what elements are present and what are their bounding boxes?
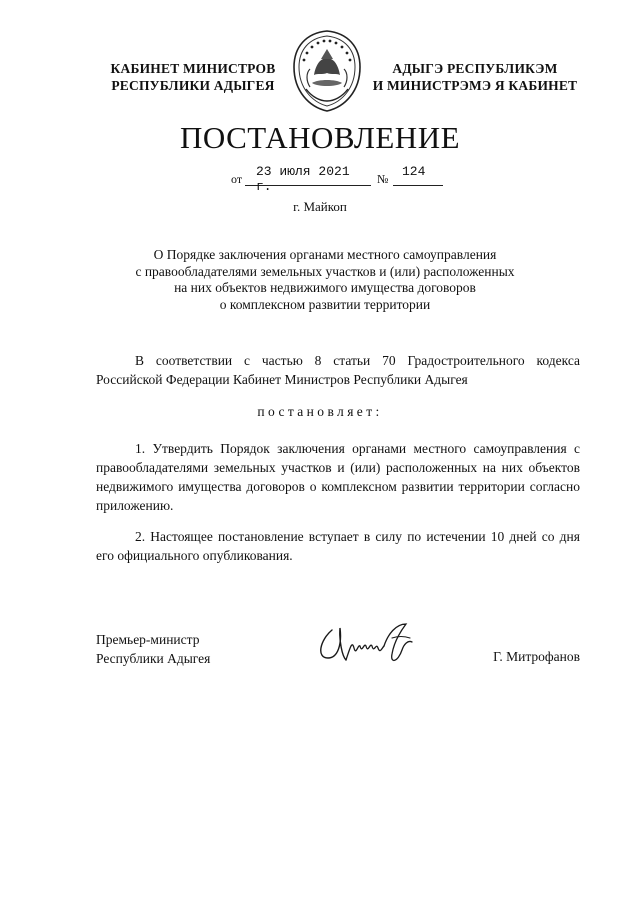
subject-line: на них объектов недвижимого имущества договоров: [174, 280, 476, 295]
item-paragraph-1: 1. Утвердить Порядок заключения органами местного самоуправления с правообладателями земельных участков и (или) расположенных на них объектов недвижимого имущества договоров о комплексном развитии территории согласно приложению.: [96, 441, 580, 513]
signatory-name: Г. Митрофанов: [493, 649, 580, 664]
handwritten-signature: [312, 618, 422, 670]
header-left-line2: РЕСПУБЛИКИ АДЫГЕЯ: [111, 78, 275, 93]
header-right: [370, 60, 580, 94]
header-right-line2: И МИНИСТРЭМЭ Я КАБИНЕТ: [372, 78, 578, 93]
header-right-line1: АДЫГЭ РЕСПУБЛИКЭМ: [392, 61, 558, 76]
resolves-heading: постановляет:: [257, 404, 383, 419]
document-title: ПОСТАНОВЛЕНИЕ: [179, 120, 461, 155]
subject-line: о комплексном развитии территории: [219, 296, 431, 312]
document-date: 23 июля 2021 г.: [256, 164, 350, 194]
subject-line: с правообладателями земельных участков и (или) расположенных: [135, 263, 515, 279]
signatory-role-line2: Республики Адыгея: [96, 651, 211, 666]
document-subject: [100, 247, 550, 313]
header-left-line1: КАБИНЕТ МИНИСТРОВ: [110, 61, 276, 76]
item-paragraph-2: 2. Настоящее постановление вступает в силу по истечении 10 дней со дня его официального опубликования.: [96, 529, 580, 563]
coat-of-arms-emblem-icon: [290, 29, 364, 113]
document-number: 124: [402, 164, 426, 179]
date-prefix: от: [231, 172, 243, 186]
number-prefix: №: [377, 172, 389, 186]
signatory-role: [96, 630, 256, 668]
header-left: [103, 60, 283, 94]
city: г. Майкоп: [293, 199, 347, 214]
signatory-role-line1: Премьер-министр: [96, 632, 200, 647]
preamble-paragraph: В соответствии с частью 8 статьи 70 Градостроительного кодекса Российской Федерации Кабинет Министров Республики Адыгея: [96, 353, 580, 387]
subject-line: О Порядке заключения органами местного самоуправления: [153, 247, 497, 262]
number-underline: [393, 185, 443, 186]
